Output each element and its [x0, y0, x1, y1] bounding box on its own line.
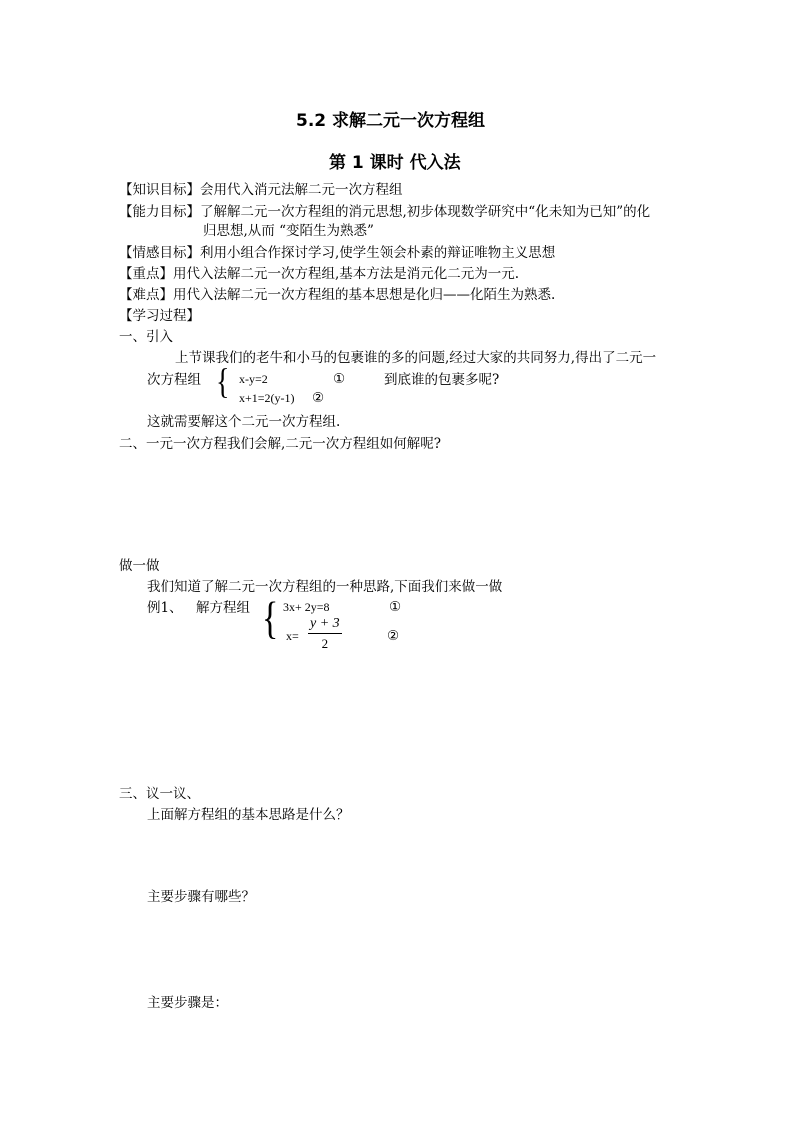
learning-process-heading: 【学习过程】: [119, 308, 200, 324]
example-left-brace: {: [262, 594, 279, 644]
question-main-steps: 主要步骤有哪些？: [147, 889, 255, 905]
do-it-intro: 我们知道了解二元一次方程组的一种思路,下面我们来做一做: [147, 579, 503, 595]
intro-equation-2-mark: ②: [312, 390, 325, 406]
lesson-subtitle: 第 1 课时 代入法: [329, 153, 461, 173]
example-equation-2-fraction: [308, 616, 342, 652]
example-label: 例1、: [147, 600, 183, 616]
emotion-objective: 【情感目标】利用小组合作探讨学习,使学生领会朴素的辩证唯物主义思想: [119, 245, 556, 261]
do-it-heading: 做一做: [119, 558, 160, 574]
knowledge-objective: 【知识目标】会用代入消元法解二元一次方程组: [119, 182, 403, 198]
intro-system-label: 次方程组: [147, 372, 201, 388]
example-equation-2-mark: ②: [387, 628, 400, 644]
fraction-denominator: 2: [321, 636, 329, 651]
intro-equation-1: x-y=2: [239, 372, 268, 386]
intro-question: 到底谁的包裹多呢?: [384, 372, 500, 388]
intro-equation-2: x+1=2(y-1): [239, 391, 295, 405]
example-equation-1: 3x+ 2y=8: [283, 600, 330, 614]
main-steps-label: 主要步骤是：: [147, 995, 228, 1011]
example-equation-1-mark: ①: [389, 599, 402, 615]
fraction-numerator: y + 3: [308, 616, 342, 634]
page-title: 5.2 求解二元一次方程组: [296, 111, 486, 131]
solve-system-label: 解方程组: [196, 600, 250, 616]
intro-heading: 一、引入: [119, 329, 173, 345]
ability-objective-line2: 归思想,从而 “变陌生为熟悉”: [203, 223, 374, 239]
intro-left-brace: {: [216, 362, 230, 403]
section-3-heading: 三、议一议、: [119, 786, 200, 802]
key-point: 【重点】用代入法解二元一次方程组,基本方法是消元化二元为一元.: [119, 266, 520, 282]
intro-equation-1-mark: ①: [333, 371, 346, 387]
intro-paragraph: 上节课我们的老牛和小马的包裹谁的多的问题,经过大家的共同努力,得出了二元一: [175, 350, 657, 366]
section-2-heading: 二、一元一次方程我们会解,二元一次方程组如何解呢?: [119, 436, 442, 452]
intro-conclusion: 这就需要解这个二元一次方程组.: [147, 414, 341, 430]
question-basic-idea: 上面解方程组的基本思路是什么？: [147, 807, 350, 823]
example-equation-2-prefix: x=: [286, 629, 299, 643]
difficulty-point: 【难点】用代入法解二元一次方程组的基本思想是化归——化陌生为熟悉.: [119, 287, 556, 303]
ability-objective-line1: 【能力目标】了解解二元一次方程组的消元思想,初步体现数学研究中“化未知为已知”的化: [119, 204, 651, 220]
